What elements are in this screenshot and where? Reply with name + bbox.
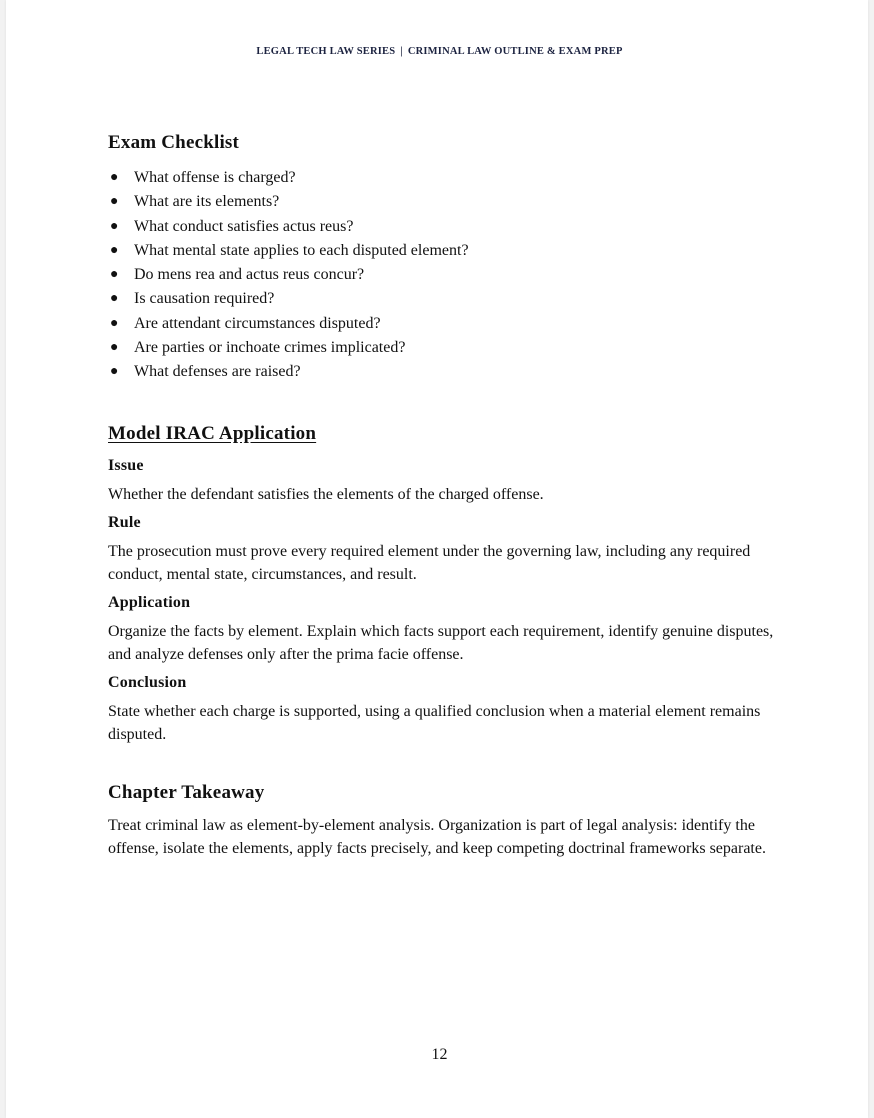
bullet-icon: ● [110, 291, 119, 307]
bullet-icon: ● [110, 218, 119, 234]
exam-checklist [108, 166, 776, 385]
bullet-icon: ● [110, 364, 119, 380]
bullet-icon: ● [110, 267, 119, 283]
page-number: 12 [431, 1046, 448, 1063]
checklist-item: ● Are parties or inchoate crimes implicated? [108, 336, 776, 360]
checklist-item: ● Is causation required? [108, 287, 776, 311]
header-title: CRIMINAL LAW OUTLINE & EXAM PREP [407, 46, 623, 57]
checklist-item: ● What mental state applies to each disputed element? [108, 239, 776, 263]
conclusion-text: State whether each charge is supported, using a qualified conclusion when a material element remains disputed. [108, 702, 761, 743]
conclusion-label: Conclusion [108, 673, 187, 691]
takeaway-text: Treat criminal law as element-by-element analysis. Organization is part of legal analysis: identify the offense, isolate the elements, apply facts precisely, and keep competing doctrinal frameworks separate. [108, 816, 766, 857]
bullet-icon: ● [110, 315, 119, 331]
application-text: Organize the facts by element. Explain which facts support each requirement, identify genuine disputes, and analyze defenses only after the prima facie offense. [108, 622, 774, 663]
checklist-item: ● What offense is charged? [108, 166, 776, 190]
checklist-item: ● What defenses are raised? [108, 360, 776, 384]
running-header [6, 46, 873, 57]
page-content [108, 130, 776, 860]
header-separator: | [400, 46, 403, 57]
rule-label: Rule [108, 513, 141, 531]
checklist-item: ● Are attendant circumstances disputed? [108, 312, 776, 336]
bullet-icon: ● [110, 194, 119, 210]
document-page [6, 0, 868, 1118]
takeaway-heading: Chapter Takeaway [108, 781, 265, 803]
application-label: Application [108, 593, 191, 611]
bullet-icon: ● [110, 170, 119, 185]
checklist-item: ● Do mens rea and actus reus concur? [108, 263, 776, 287]
rule-text: The prosecution must prove every required element under the governing law, including any required conduct, mental state, circumstances, and result. [108, 542, 751, 583]
bullet-icon: ● [110, 340, 119, 356]
issue-label: Issue [108, 456, 144, 474]
checklist-item: ● What conduct satisfies actus reus? [108, 215, 776, 239]
issue-text: Whether the defendant satisfies the elements of the charged offense. [108, 485, 544, 503]
header-series: LEGAL TECH LAW SERIES [256, 46, 396, 57]
irac-heading: Model IRAC Application [108, 422, 317, 444]
bullet-icon: ● [110, 242, 119, 258]
checklist-item: ● What are its elements? [108, 190, 776, 214]
exam-checklist-heading: Exam Checklist [108, 132, 240, 153]
